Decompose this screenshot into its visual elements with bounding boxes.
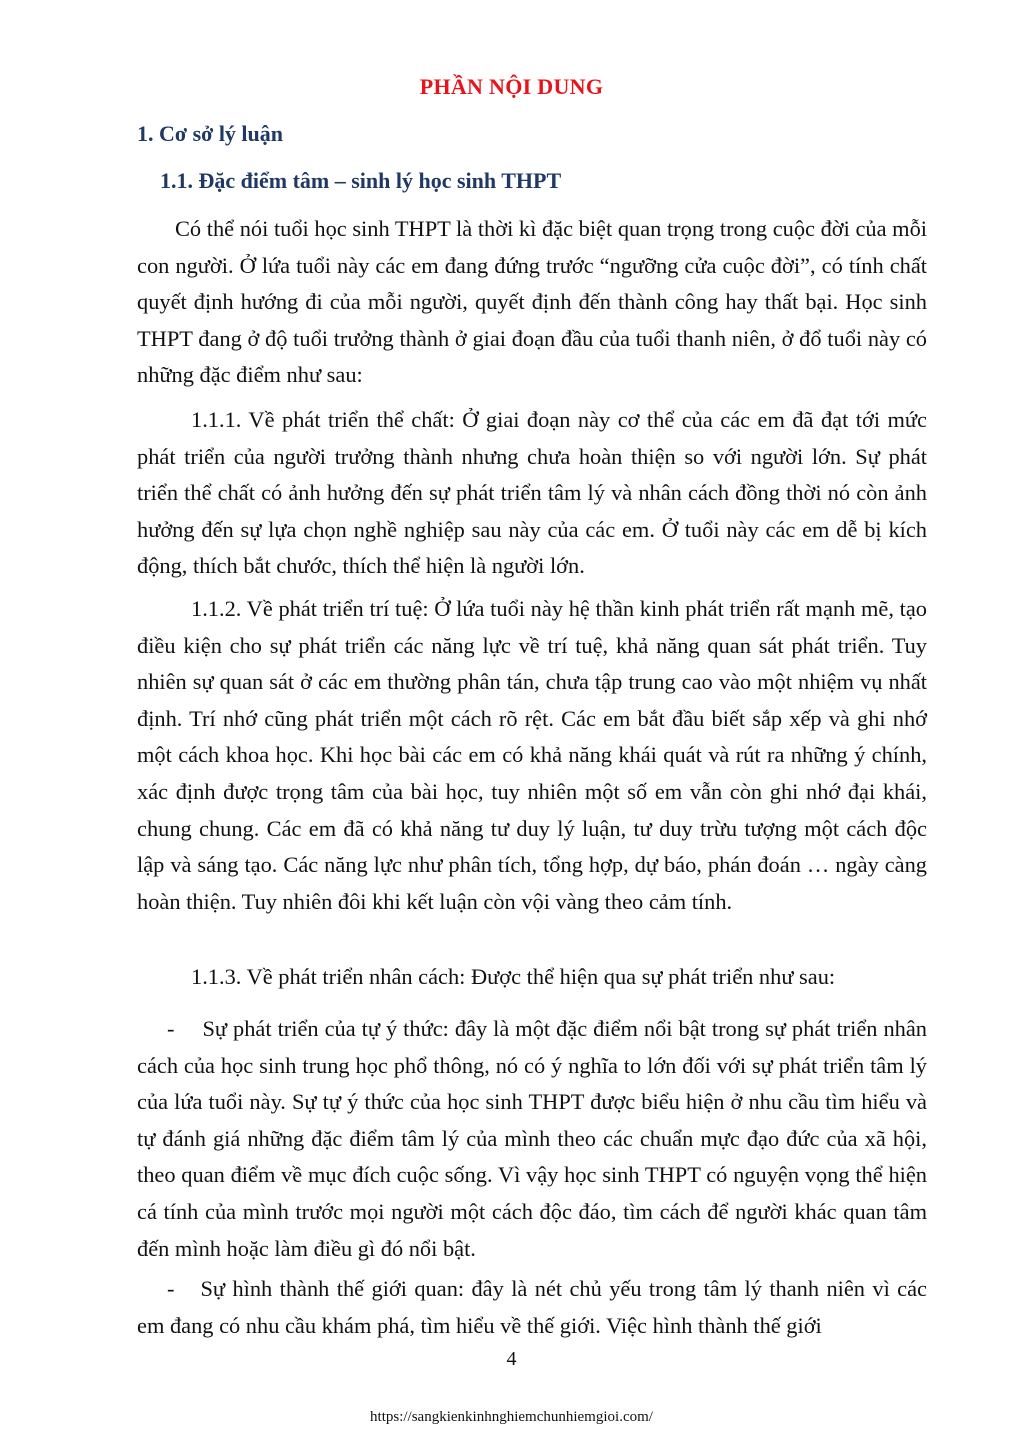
bullet-dash: -	[167, 1016, 175, 1041]
paragraph-intellectual-development: 1.1.2. Về phát triển trí tuệ: Ở lứa tuổi này hệ thần kinh phát triển rất mạnh mẽ, tạo điều kiện cho sự phát triển các năng lực về trí tuệ, khả năng quan sát phát triển. Tuy nhiên sự quan sát ở các em thường phân tán, chưa tập trung cao vào một nhiệm vụ nhất định. Trí nhớ cũng phát triển một cách rõ rệt. Các em bắt đầu biết sắp xếp và ghi nhớ một cách khoa học. Khi học bài các em có khả năng khái quát và rút ra những ý chính, xác định được trọng tâm của bài học, tuy nhiên một số em vẫn còn ghi nhớ đại khái, chung chung. Các em đã có khả năng tư duy lý luận, tư duy trừu tượng một cách độc lập và sáng tạo. Các năng lực như phân tích, tổng hợp, dự báo, phán đoán … ngày càng hoàn thiện. Tuy nhiên đôi khi kết luận còn vội vàng theo cảm tính.	[137, 596, 927, 914]
bullet-self-awareness	[137, 1011, 927, 1267]
intro-paragraph: Có thể nói tuổi học sinh THPT là thời kì đặc biệt quan trọng trong cuộc đời của mỗi con người. Ở lứa tuổi này các em đang đứng trước “ngưỡng cửa cuộc đời”, có tính chất quyết định hướng đi của mỗi người, quyết định đến thành công hay thất bại. Học sinh THPT đang ở độ tuổi trưởng thành ở giai đoạn đầu của tuổi thanh niên, ở đổ tuổi này có những đặc điểm như sau:	[137, 216, 927, 388]
section-title: PHẦN NỘI DUNG	[419, 74, 604, 99]
bullet-text: Sự phát triển của tự ý thức: đây là một đặc điểm nổi bật trong sự phát triển nhân cách của học sinh trung học phổ thông, nó có ý nghĩa to lớn đối với sự phát triển tâm lý của lứa tuổi này. Sự tự ý thức của học sinh THPT được biểu hiện ở nhu cầu tìm hiểu và tự đánh giá những đặc điểm tâm lý của mình theo các chuẩn mực đạo đức của xã hội, theo quan điểm về mục đích cuộc sống. Vì vậy học sinh THPT có nguyện vọng thể hiện cá tính của mình trước mọi người một cách độc đáo, tìm cách để người khác quan tâm đến mình hoặc làm điều gì đó nổi bật.	[137, 1016, 927, 1261]
paragraph-personality-development: 1.1.3. Về phát triển nhân cách: Được thể hiện qua sự phát triển như sau:	[191, 964, 836, 989]
bullet-dash: -	[167, 1276, 175, 1301]
bullet-worldview	[137, 1271, 927, 1344]
heading-1: 1. Cơ sở lý luận	[137, 121, 284, 146]
page-number: 4	[506, 1348, 517, 1370]
paragraph-physical-development: 1.1.1. Về phát triển thể chất: Ở giai đoạn này cơ thể của các em đã đạt tới mức phát triển của người trưởng thành nhưng chưa hoàn thiện so với người lớn. Sự phát triển thể chất có ảnh hưởng đến sự phát triển tâm lý và nhân cách đồng thời nó còn ảnh hưởng đến sự lựa chọn nghề nghiệp sau này của các em. Ở tuổi này các em dễ bị kích động, thích bắt chước, thích thể hiện là người lớn.	[137, 407, 927, 579]
bullet-text: Sự hình thành thế giới quan: đây là nét chủ yếu trong tâm lý thanh niên vì các em đang có nhu cầu khám phá, tìm hiểu về thế giới. Việc hình thành thế giới	[137, 1276, 927, 1338]
footer-url[interactable]: https://sangkienkinhnghiemchunhiemgioi.com/	[370, 1409, 653, 1425]
heading-1-1: 1.1. Đặc điểm tâm – sinh lý học sinh THPT	[160, 168, 562, 193]
